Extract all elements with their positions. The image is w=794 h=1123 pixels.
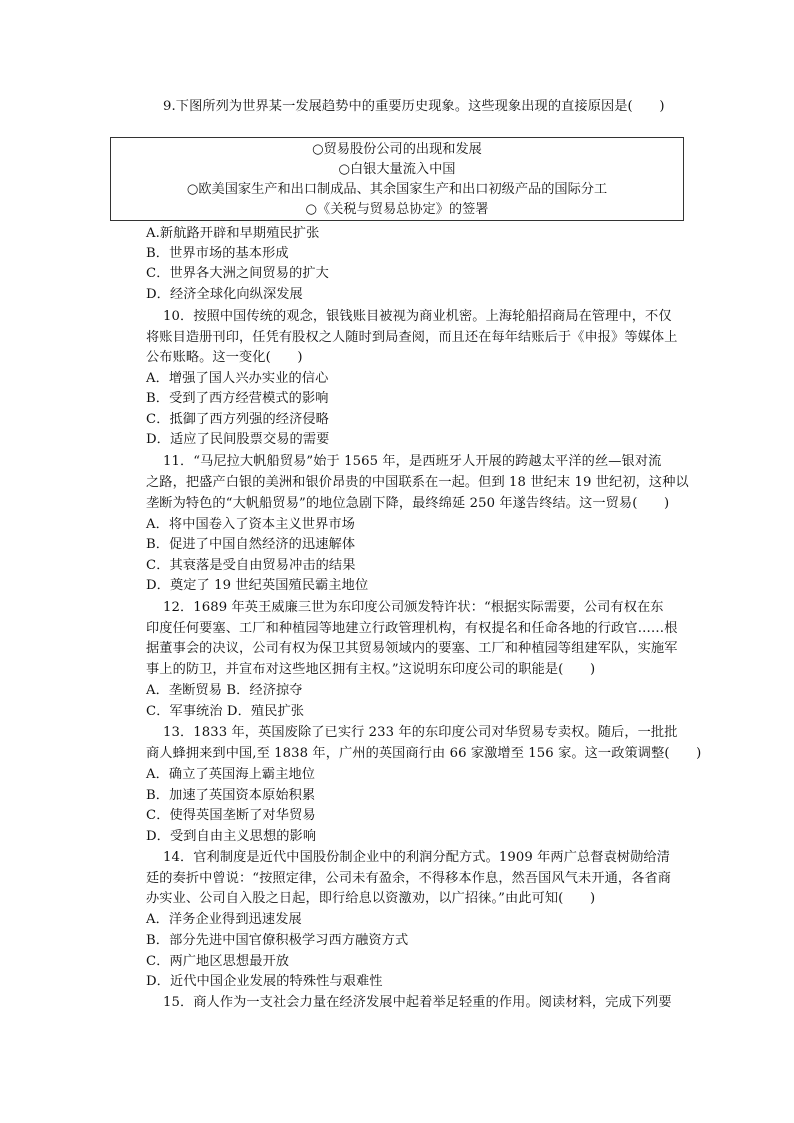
q9-box-line: ○贸易股份公司的出现和发展 — [312, 142, 482, 157]
q13-option-b[interactable]: B．加速了英国资本原始积累 — [146, 788, 316, 803]
q12-stem-line: 据董事会的决议，公司有权为保卫其贸易领域内的要塞、工厂和种植园等组建军队，实施军 — [146, 641, 678, 656]
q13-stem-line: 商人蜂拥来到中国,至 1838 年，广州的英国商行由 66 家激增至 156 家。这一政策调整( ) — [146, 746, 702, 761]
q12-stem-line: 印度任何要塞、工厂和种植园等地建立行政管理机构，有权提名和任命各地的行政官……根 — [146, 621, 678, 636]
q12-stem-line: 事上的防卫，并宣布对这些地区拥有主权。”这说明东印度公司的职能是( ) — [146, 662, 596, 677]
q9-box-line: ○欧美国家生产和出口制成品、其余国家生产和出口初级产品的国际分工 — [186, 182, 608, 197]
q14-option-c[interactable]: C．两广地区思想最开放 — [146, 954, 290, 969]
q13-option-d[interactable]: D．受到自由主义思想的影响 — [146, 829, 317, 844]
q13-stem-line: 13．1833 年，英国废除了已实行 233 年的东印度公司对华贸易专卖权。随后，一批批 — [163, 725, 678, 740]
q12-stem-line: 12．1689 年英王威廉三世为东印度公司颁发特许状：“根据实际需要，公司有权在东 — [163, 600, 664, 615]
q9-box-line: ○《关税与贸易总协定》的签署 — [305, 202, 489, 217]
q11-option-a[interactable]: A．将中国卷入了资本主义世界市场 — [146, 517, 355, 532]
q13-option-a[interactable]: A．确立了英国海上霸主地位 — [146, 767, 316, 782]
q9-option-a[interactable]: A.新航路开辟和早期殖民扩张 — [146, 226, 320, 241]
q14-option-d[interactable]: D．近代中国企业发展的特殊性与艰难性 — [146, 974, 383, 989]
q10-option-c[interactable]: C．抵御了西方列强的经济侵略 — [146, 412, 329, 427]
q13-option-c[interactable]: C．使得英国垄断了对华贸易 — [146, 808, 316, 823]
q11-option-b[interactable]: B．促进了中国自然经济的迅速解体 — [146, 537, 356, 552]
q10-option-d[interactable]: D．适应了民间股票交易的需要 — [146, 432, 330, 447]
q12-options-ab[interactable]: A．垄断贸易 B．经济掠夺 — [146, 683, 303, 698]
q11-stem-line: 垄断为特色的“大帆船贸易”的地位急剧下降，最终绵延 250 年遂告终结。这一贸易( ) — [146, 496, 670, 511]
q14-stem-line: 办实业、公司自入股之日起，即行给息以资激劝，以广招徕。”由此可知( ) — [146, 891, 596, 906]
q10-option-b[interactable]: B．受到了西方经营模式的影响 — [146, 391, 329, 406]
q11-stem-line: 之路，把盛产白银的美洲和银价昂贵的中国联系在一起。但到 18 世纪末 19 世纪初，这种以 — [146, 475, 689, 490]
q15-stem-line: 15．商人作为一支社会力量在经济发展中起着举足轻重的作用。阅读材料，完成下列要 — [163, 995, 672, 1010]
q14-option-a[interactable]: A．洋务企业得到迅速发展 — [146, 912, 302, 927]
q9-phenomena-box — [110, 137, 684, 221]
q10-stem-line: 公布账略。这一变化( ) — [146, 350, 303, 365]
q9-option-b[interactable]: B．世界市场的基本形成 — [146, 246, 289, 261]
q10-stem-line: 将账目造册刊印，任凭有股权之人随时到局查阅，而且还在每年结账后于《申报》等媒体上 — [146, 330, 678, 345]
q11-option-d[interactable]: D．奠定了 19 世纪英国殖民霸主地位 — [146, 578, 369, 593]
q12-options-cd[interactable]: C．军事统治 D．殖民扩张 — [146, 704, 305, 719]
q11-option-c[interactable]: C．其衰落是受自由贸易冲击的结果 — [146, 558, 356, 573]
q14-stem-line: 廷的奏折中曾说：“按照定律，公司未有盈余，不得移本作息，然吾国风气未开通，各省商 — [146, 871, 672, 886]
q10-option-a[interactable]: A．增强了国人兴办实业的信心 — [146, 371, 329, 386]
q11-stem-line: 11．“马尼拉大帆船贸易”始于 1565 年，是西班牙人开展的跨越太平洋的丝—银对流 — [163, 454, 662, 469]
q14-stem-line: 14．官利制度是近代中国股份制企业中的利润分配方式。1909 年两广总督袁树勋给清 — [163, 850, 671, 865]
q14-option-b[interactable]: B．部分先进中国官僚积极学习西方融资方式 — [146, 933, 409, 948]
q9-option-c[interactable]: C．世界各大洲之间贸易的扩大 — [146, 266, 329, 281]
q9-box-line: ○白银大量流入中国 — [338, 162, 456, 177]
q10-stem-line: 10．按照中国传统的观念，银钱账目被视为商业机密。上海轮船招商局在管理中，不仅 — [163, 309, 672, 324]
q9-stem: 9.下图所列为世界某一发展趋势中的重要历史现象。这些现象出现的直接原因是( ) — [163, 99, 665, 114]
q9-option-d[interactable]: D．经济全球化向纵深发展 — [146, 287, 303, 302]
